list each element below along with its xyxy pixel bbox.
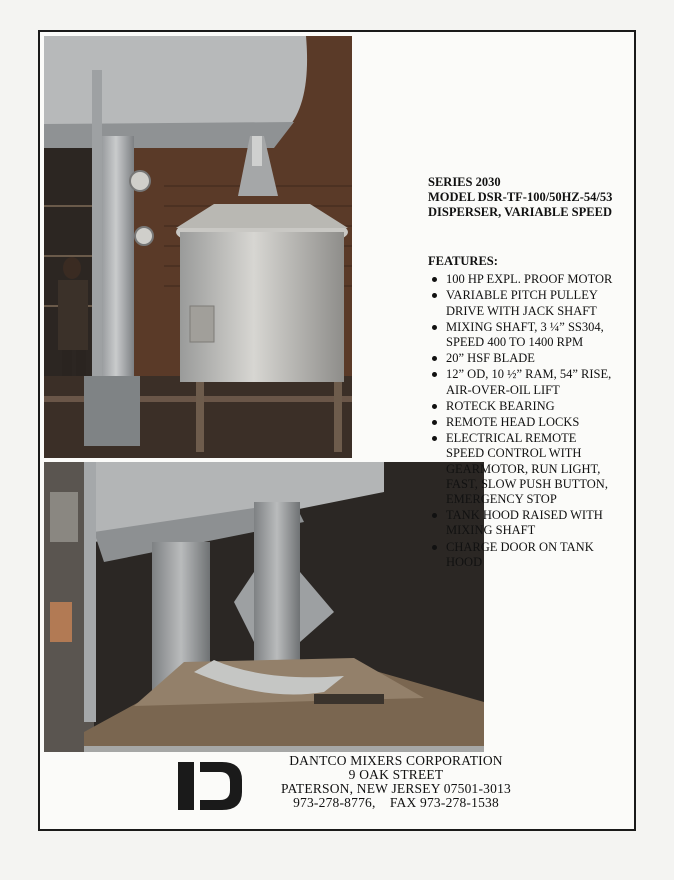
feature-item [428,351,638,366]
feature-item [428,540,638,570]
feature-line: ROTECK BEARING [446,398,555,413]
company-street: 9 OAK STREET [348,767,444,782]
feature-line: EMERGENCY STOP [446,492,557,507]
feature-line: MIXING SHAFT [446,523,536,538]
feature-line: SPEED CONTROL WITH [446,446,582,461]
feature-line: CHARGE DOOR ON TANK [446,539,594,554]
series-line: SERIES 2030 [428,175,501,189]
feature-line: 100 HP EXPL. PROOF MOTOR [446,272,613,287]
company-name: DANTCO MIXERS CORPORATION [289,753,503,768]
feature-line: SPEED 400 TO 1400 RPM [446,335,584,350]
feature-line: TANK HOOD RAISED WITH [446,508,603,523]
feature-line: GEARMOTOR, RUN LIGHT, [446,461,601,476]
model-title [428,175,640,220]
disperser-photo-top [44,36,352,458]
company-city: PATERSON, NEW JERSEY 07501-3013 [281,781,511,796]
brochure-frame [38,30,636,831]
feature-item [428,415,638,430]
feature-item [428,431,638,507]
feature-item [428,288,638,318]
company-phones: 973-278-8776, FAX 973-278-1538 [293,795,499,810]
feature-line: HOOD [446,554,483,569]
feature-line: FAST, SLOW PUSH BUTTON, [446,476,608,491]
feature-line: 20” HSF BLADE [446,351,535,366]
feature-item [428,508,638,538]
disperser-photo-bottom [44,462,484,752]
description-line: DISPERSER, VARIABLE SPEED [428,205,612,219]
features-list [428,272,638,570]
feature-line: AIR-OVER-OIL LIFT [446,382,560,397]
feature-item [428,272,638,287]
feature-item [428,399,638,414]
features-section [428,254,638,571]
features-heading: FEATURES: [428,254,498,268]
feature-line: 12” OD, 10 ½” RAM, 54” RISE, [446,367,612,382]
feature-line: VARIABLE PITCH PULLEY [446,288,598,303]
feature-line: DRIVE WITH JACK SHAFT [446,303,597,318]
feature-line: MIXING SHAFT, 3 ¼” SS304, [446,319,604,334]
feature-item [428,320,638,350]
company-info [246,754,546,810]
feature-line: REMOTE HEAD LOCKS [446,415,580,430]
feature-line: ELECTRICAL REMOTE [446,431,577,446]
model-line: MODEL DSR-TF-100/50HZ-54/53 [428,190,613,204]
feature-item [428,367,638,397]
dantco-d-logo-icon [178,762,242,810]
